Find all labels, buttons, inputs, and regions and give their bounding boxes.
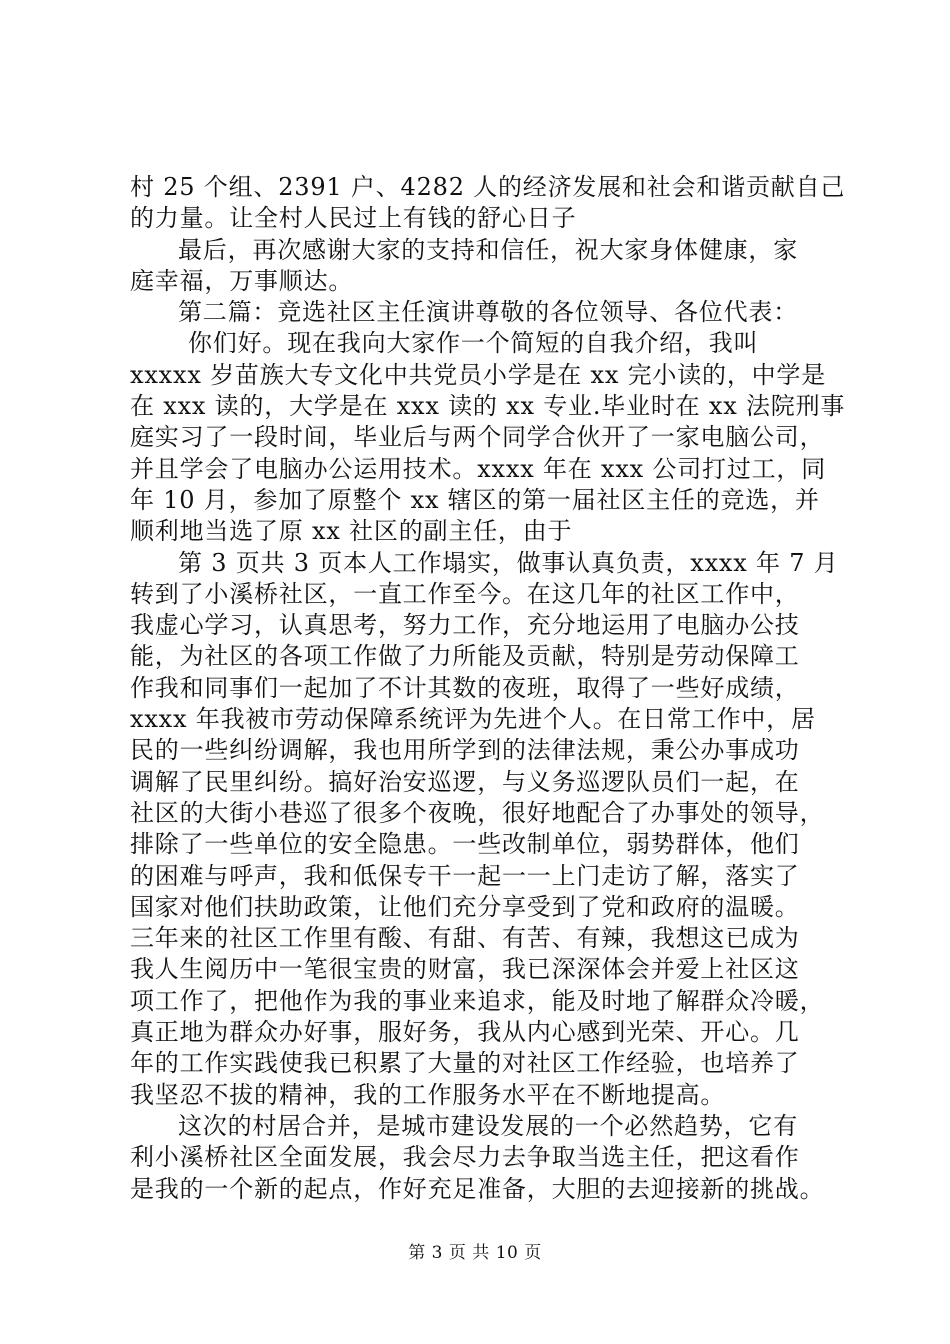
text-line: 国家对他们扶助政策，让他们充分享受到了党和政府的温暖。: [130, 892, 800, 921]
text-line: 调解了民里纠纷。搞好治安巡逻，与义务巡逻队员们一起，在: [130, 767, 800, 796]
text-line: 我坚忍不拔的精神，我的工作服务水平在不断地提高。: [130, 1080, 726, 1109]
text-line: xxxx 年我被市劳动保障系统评为先进个人。在日常工作中，居: [130, 705, 816, 734]
text-line: 转到了小溪桥社区，一直工作至今。在这几年的社区工作中，: [130, 579, 800, 608]
text-line: 第 3 页共 3 页本人工作塌实，做事认真负责，xxxx 年 7 月: [178, 548, 839, 577]
text-line: 并且学会了电脑办公运用技术。xxxx 年在 xxx 公司打过工，同: [130, 454, 827, 483]
text-line: 庭实习了一段时间，毕业后与两个同学合伙开了一家电脑公司，: [130, 423, 825, 452]
text-line: 是我的一个新的起点，作好充足准备，大胆的去迎接新的挑战。: [130, 1174, 825, 1203]
document-body: [130, 172, 846, 1205]
text-line: 我人生阅历中一笔很宝贵的财富，我已深深体会并爱上社区这: [130, 955, 800, 984]
text-line: 能，为社区的各项工作做了力所能及贡献，特别是劳动保障工: [130, 642, 800, 671]
text-line: 我虚心学习，认真思考，努力工作，充分地运用了电脑办公技: [130, 611, 800, 640]
text-line: 真正地为群众办好事，服好务，我从内心感到光荣、开心。几: [130, 1018, 800, 1047]
text-line: 的力量。让全村人民过上有钱的舒心日子: [130, 204, 577, 233]
text-line: 这次的村居合并，是城市建设发展的一个必然趋势，它有: [178, 1111, 798, 1140]
text-line: 的困难与呼声，我和低保专干一起一一上门走访了解，落实了: [130, 861, 800, 890]
text-line: 年的工作实践使我已积累了大量的对社区工作经验，也培养了: [130, 1049, 800, 1078]
text-line: 年 10 月，参加了原整个 xx 辖区的第一届社区主任的竞选，并: [130, 485, 820, 514]
text-line: 项工作了，把他作为我的事业来追求，能及时地了解群众冷暖，: [130, 986, 825, 1015]
text-line: 社区的大街小巷巡了很多个夜晚，很好地配合了办事处的领导，: [130, 798, 825, 827]
text-line: 你们好。现在我向大家作一个简短的自我介绍，我叫: [188, 329, 759, 358]
text-line: 庭幸福，万事顺达。: [130, 266, 354, 295]
text-line: 村 25 个组、2391 户、4282 人的经济发展和社会和谐贡献自己: [130, 173, 846, 201]
text-line: 顺利地当选了原 xx 社区的副主任，由于: [130, 517, 573, 546]
text-line: 最后，再次感谢大家的支持和信任，祝大家身体健康，家: [178, 235, 798, 264]
text-line: 排除了一些单位的安全隐患。一些改制单位，弱势群体，他们: [130, 830, 800, 859]
page-footer: 第 3 页 共 10 页: [408, 1243, 542, 1263]
text-line: 民的一些纠纷调解，我也用所学到的法律法规，秉公办事成功: [130, 736, 800, 765]
text-line: 利小溪桥社区全面发展，我会尽力去争取当选主任，把这看作: [130, 1143, 800, 1172]
text-line: xxxxx 岁苗族大专文化中共党员小学是在 xx 完小读的，中学是: [130, 360, 827, 389]
text-line: 作我和同事们一起加了不计其数的夜班，取得了一些好成绩，: [130, 673, 800, 702]
text-line: 在 xxx 读的，大学是在 xxx 读的 xx 专业.毕业时在 xx 法院刑事: [130, 392, 846, 421]
text-line: 第二篇：竞选社区主任演讲尊敬的各位领导、各位代表：: [178, 298, 798, 327]
text-line: 三年来的社区工作里有酸、有甜、有苦、有辣，我想这已成为: [130, 924, 800, 953]
